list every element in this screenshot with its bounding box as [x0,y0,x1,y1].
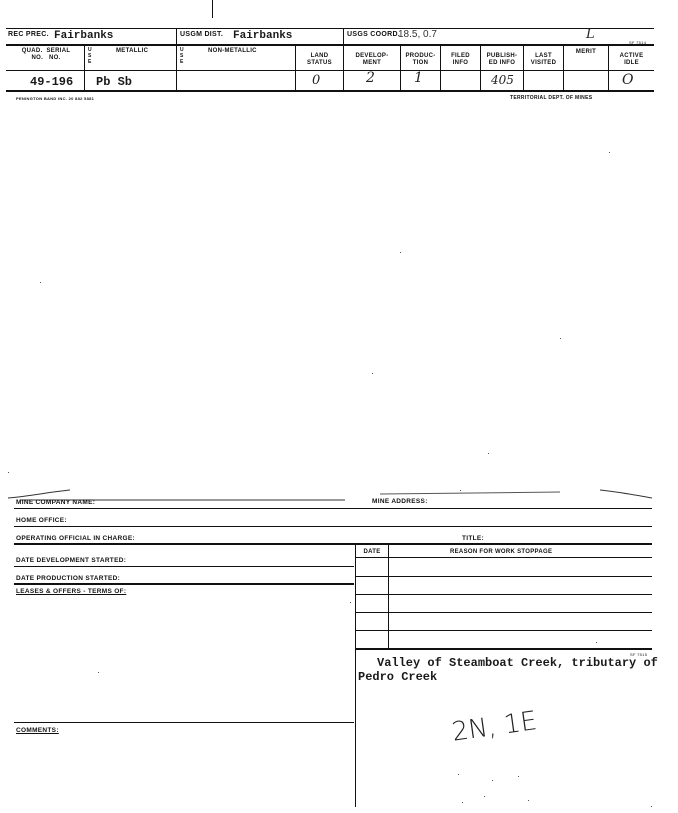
mine-address-label: MINE ADDRESS: [372,498,428,505]
merit-header: MERIT [575,49,597,55]
title-label: TITLE: [462,535,485,542]
stoppage-row-5 [355,648,652,650]
rec-prec-label: REC PREC. [8,31,49,38]
active-idle-value: O [622,72,634,88]
development-header: DEVELOP- MENT [355,53,389,66]
stoppage-row-4 [355,630,652,631]
rule-official [14,543,652,545]
stoppage-date-header: DATE [363,549,381,555]
top-rule-3 [6,70,654,71]
land-status-header: LAND STATUS [307,53,332,66]
stoppage-header-rule [355,557,652,558]
usgs-coord-label: USGS COORD. [347,31,401,38]
home-office-label: HOME OFFICE: [16,517,67,524]
stoppage-date-divider [388,545,389,649]
comments-label: COMMENTS: [16,727,59,734]
active-idle-header: ACTIVE IDLE [619,53,644,66]
operating-official-label: OPERATING OFFICIAL IN CHARGE: [16,535,135,542]
quad-serial-header: QUAD. SERIAL NO. NO. [21,48,71,61]
top-rule-2 [6,44,654,46]
stoppage-row-1 [355,576,652,577]
township-note: 2N, 1E [450,706,539,748]
use-metallic-letters: U S E [88,47,92,65]
rule-mine-name [14,508,652,509]
leases-label: LEASES & OFFERS - TERMS OF: [16,588,127,595]
filed-info-header: FILED INFO [451,53,470,66]
nonmetallic-header: NON-METALLIC [208,48,257,54]
date-development-label: DATE DEVELOPMENT STARTED: [16,557,127,564]
production-header: PRODUC- TION [405,53,436,66]
published-info-header: PUBLISH- ED INFO [486,53,518,66]
published-info-value: 405 [491,73,514,87]
rec-prec-value: Fairbanks [54,30,114,42]
metallic-value: Pb Sb [96,75,133,89]
last-visited-header: LAST VISITED [530,53,557,66]
stoppage-row-2 [355,594,652,595]
usgm-dist-value: Fairbanks [233,30,293,42]
stoppage-row-3 [355,612,652,613]
stoppage-left-border [355,545,356,807]
rule-leases-end [14,722,354,723]
rule-dev-started [14,566,354,567]
printer-line: PENINGTON BAND INC. 20 882 5881 [16,96,95,101]
usgs-coord-value: 18.5, 0.7 [398,29,437,40]
div-v1 [176,28,177,90]
rule-prod-started [14,583,354,585]
date-production-label: DATE PRODUCTION STARTED: [16,575,121,582]
land-status-value: 0 [312,73,321,88]
location-line-2: Pedro Creek [358,670,438,684]
top-rule-4 [6,90,654,92]
card-edge-curve [0,480,678,504]
use-nonmetallic-letters: U S E [180,47,184,65]
usgm-dist-label: USGM DIST. [180,31,224,38]
div-v3 [84,46,85,90]
mine-company-name-label: MINE COMPANY NAME: [16,499,96,506]
location-line-1: Valley of Steamboat Creek, tributary of [377,656,658,670]
top-form-number: SF 7514 [629,40,647,45]
department-footer: TERRITORIAL DEPT. OF MINES [510,95,593,101]
bottom-form-number: SF 7515 [630,652,648,657]
stoppage-reason-header: REASON FOR WORK STOPPAGE [450,549,553,555]
metallic-header: METALLIC [116,48,149,54]
quad-serial-value: 49-196 [30,75,74,89]
rule-home-office [14,526,652,527]
top-rule-1 [6,28,654,29]
development-value: 2 [366,70,375,86]
top-tick [212,0,213,18]
production-value: 1 [414,70,423,86]
corner-mark: L [586,27,595,42]
